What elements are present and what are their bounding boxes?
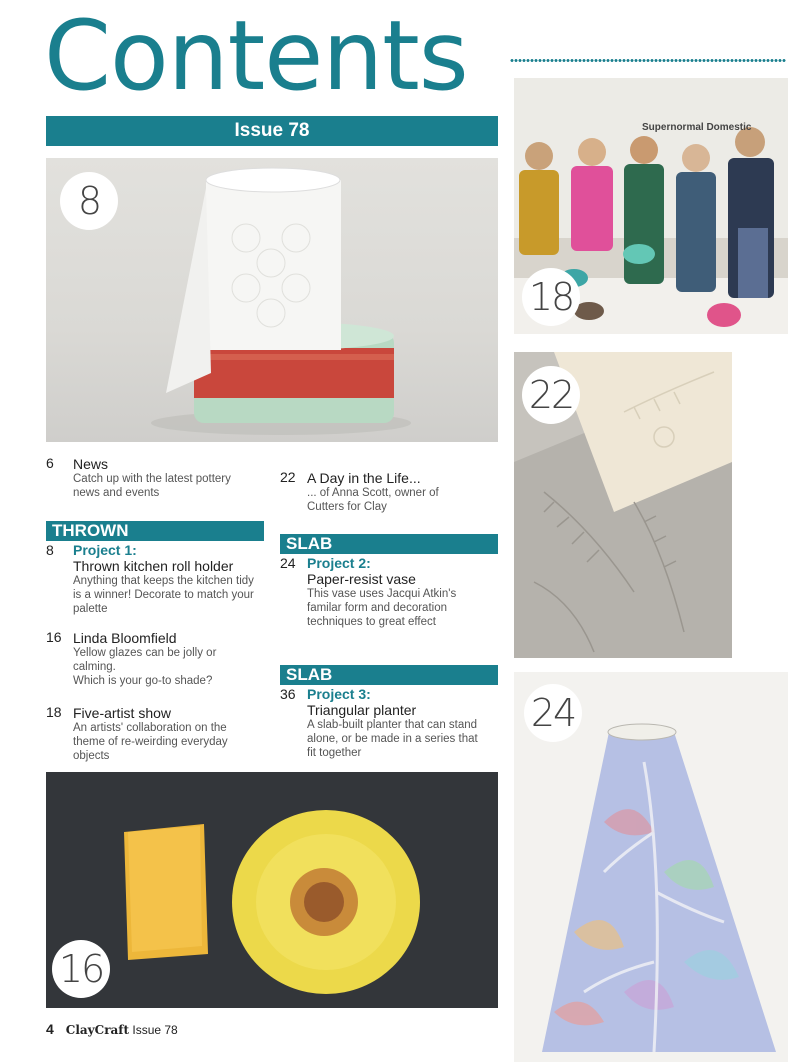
entry-title: Triangular planter (307, 702, 417, 718)
entry-description: Catch up with the latest pottery news and events (73, 473, 231, 499)
entry-description: This vase uses Jacqui Atkin's familar form and decoration techniques to great effect (307, 588, 457, 628)
entry-title: Linda Bloomfield (73, 630, 177, 646)
entry-page-number: 16 (46, 629, 62, 645)
magazine-brand: ClayCraft (65, 1023, 130, 1037)
issue-banner: Issue 78 (46, 116, 498, 146)
entry-page-number: 6 (46, 455, 54, 471)
entry-project-label: Project 1: (73, 542, 137, 558)
entry-title: Paper-resist vase (307, 571, 416, 587)
entry-title: News (73, 456, 109, 472)
page-title: Contents (44, 0, 468, 112)
entry-project-label: Project 3: (307, 686, 371, 702)
entry-page-number: 22 (280, 469, 296, 485)
photo-paper-resist-vase[interactable] (514, 672, 788, 1062)
photo-yellow-glazes[interactable] (46, 772, 498, 1008)
entry-linda-bloomfield[interactable] (46, 630, 266, 688)
entry-description: A slab-built planter that can stand alone, or be made in a series that fit together (307, 719, 478, 759)
section-header-slab-1: SLAB (280, 534, 498, 554)
entry-description: ... of Anna Scott, owner of Cutters for Clay (307, 487, 439, 513)
entry-page-number: 8 (46, 542, 54, 558)
entry-project-2[interactable] (280, 556, 495, 629)
page-badge-24: 24 (524, 684, 582, 742)
footer-issue: Issue 78 (132, 1023, 178, 1037)
entry-description: An artists' collaboration on the theme of re-weirding everyday objects (73, 722, 228, 762)
entry-project-1[interactable] (46, 543, 270, 616)
section-header-slab-2: SLAB (280, 665, 498, 685)
entry-five-artist-show[interactable] (46, 705, 270, 763)
page-footer (46, 1021, 178, 1037)
entry-project-3[interactable] (280, 687, 495, 760)
entry-page-number: 24 (280, 555, 296, 571)
photo-five-artists[interactable] (514, 78, 788, 334)
entry-project-label: Project 2: (307, 555, 371, 571)
sign-text: Supernormal Domestic (642, 122, 752, 133)
entry-page-number: 36 (280, 686, 296, 702)
entry-description: Yellow glazes can be jolly or calming. (73, 647, 217, 673)
page-badge-18: 18 (522, 268, 580, 326)
entry-title: Thrown kitchen roll holder (73, 558, 234, 574)
entry-page-number: 18 (46, 704, 62, 720)
dotted-divider (510, 58, 786, 64)
entry-title: A Day in the Life... (307, 470, 421, 486)
entry-day-in-the-life[interactable] (280, 470, 495, 514)
entry-description: Anything that keeps the kitchen tidy is a winner! Decorate to match your palette (73, 575, 254, 615)
glazes-illustration (46, 772, 498, 1008)
section-header-thrown: THROWN (46, 521, 264, 541)
page-badge-8: 8 (60, 172, 118, 230)
page-number: 4 (46, 1021, 54, 1037)
photo-fern-roller[interactable] (514, 352, 732, 658)
entry-news[interactable] (46, 456, 266, 500)
page-badge-16: 16 (52, 940, 110, 998)
entry-title: Five-artist show (73, 705, 172, 721)
entry-description-2: Which is your go-to shade? (73, 675, 213, 687)
page-badge-22: 22 (522, 366, 580, 424)
photo-kitchen-roll-holder[interactable] (46, 158, 498, 442)
